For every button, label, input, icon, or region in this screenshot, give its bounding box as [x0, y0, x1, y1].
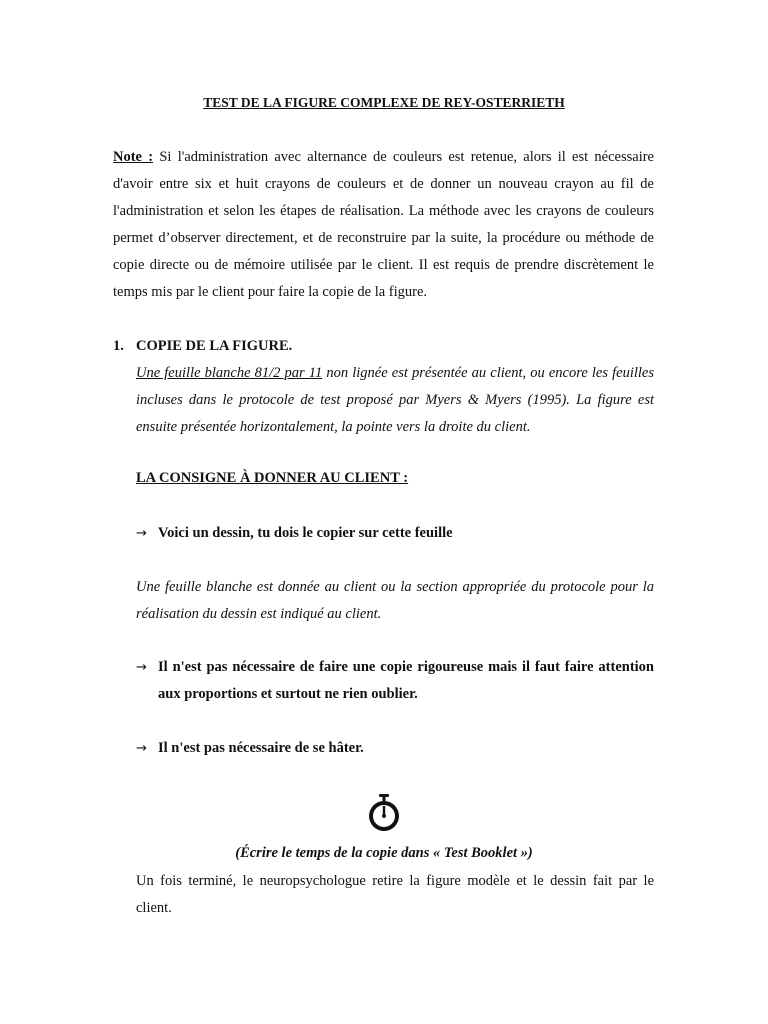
note-text: Si l'administration avec alternance de couleurs est retenue, alors il est nécessaire d'avoir entre six et huit crayons de couleurs et de donner un nouveau crayon au fil de l'administration et selon les étapes de réalisation. La méthode avec les crayons de couleurs permet d’observer directement, et de reconstruire par la suite, la procédure ou méthode de copie directe ou de mémoire utilisée par le client. Il est requis de prendre discrètement le temps mis par le client pour faire la copie de la figure.: [113, 149, 654, 300]
arrow-icon: →: [136, 741, 147, 756]
consigne-heading: LA CONSIGNE À DONNER AU CLIENT :: [136, 470, 409, 486]
instruction-bullet: [136, 520, 654, 547]
instruction-text: Voici un dessin, tu dois le copier sur cette feuille: [158, 525, 453, 541]
intro-underlined-text: Une feuille blanche 81/2 par 11: [136, 365, 323, 381]
arrow-icon: →: [136, 660, 147, 675]
note-label: Note :: [113, 149, 154, 165]
italic-paragraph: Une feuille blanche est donnée au client ou la section appropriée du protocole pour la réalisation du dessin est indiqué au client.: [136, 579, 654, 622]
instruction-text: Il n'est pas nécessaire de se hâter.: [158, 740, 364, 756]
instruction-bullet: [136, 735, 654, 762]
section-heading: COPIE DE LA FIGURE.: [136, 338, 293, 354]
section-number: 1.: [113, 338, 124, 354]
section-intro: [136, 360, 654, 441]
stopwatch-icon: [367, 793, 401, 833]
instruction-bullet: [136, 654, 654, 708]
note-paragraph: [113, 144, 654, 306]
document-title: TEST DE LA FIGURE COMPLEXE DE REY-OSTERRIETH: [203, 95, 565, 110]
instruction-text: Il n'est pas nécessaire de faire une copie rigoureuse mais il faut faire attention aux proportions et surtout ne rien oublier.: [158, 659, 654, 702]
intro-text: non lignée est présentée au client, ou encore les feuilles incluses dans le protocole de test proposé par Myers & Myers (1995). La figure est ensuite présentée horizontalement, la pointe vers la droite du client.: [136, 365, 654, 435]
arrow-icon: →: [136, 526, 147, 541]
timer-caption: (Écrire le temps de la copie dans « Test Booklet »): [235, 845, 533, 861]
closing-paragraph: Un fois terminé, le neuropsychologue retire la figure modèle et le dessin fait par le client.: [136, 873, 654, 916]
